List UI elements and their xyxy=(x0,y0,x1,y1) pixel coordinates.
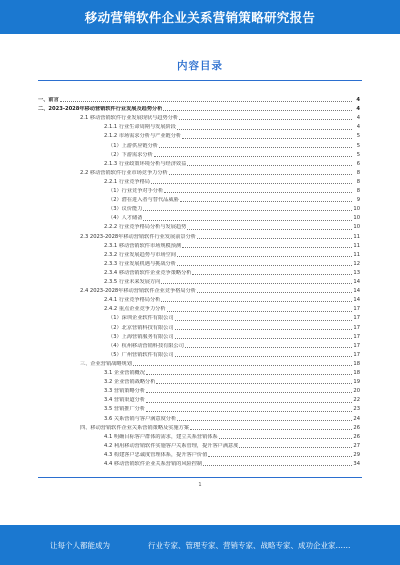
toc-entry-label: 2.1 移动营销软件行业发展现状与趋势分析 xyxy=(80,115,179,122)
toc-entry-page: 10 xyxy=(353,224,360,231)
toc-entry-page: 22 xyxy=(353,397,360,404)
toc-entry-label: 2.4.2 重点企业竞争力分析 xyxy=(104,306,166,313)
toc-entry-label: 三、企业营销战略规划 xyxy=(80,360,132,367)
toc-entry[interactable] xyxy=(108,315,360,322)
toc-entry-label: （3）上海营销服务有限公司 xyxy=(108,333,174,340)
toc-leader-dots xyxy=(185,347,352,348)
toc-entry-page: 14 xyxy=(353,279,360,285)
toc-leader-dots xyxy=(197,292,352,293)
toc-entry-label: 四、移动营销软件企业关系营销策略及实施方案 xyxy=(80,424,189,431)
toc-entry-page: 29 xyxy=(353,451,360,458)
toc-entry-label: 二、2023-2028年移动营销软件行业发展及趋势分析 xyxy=(38,106,163,113)
toc-leader-dots xyxy=(197,238,352,239)
toc-entry[interactable] xyxy=(104,252,360,259)
toc-entry-page: 4 xyxy=(356,106,360,113)
toc-entry-label: （2）潜在进入者与替代品威胁 xyxy=(108,197,179,204)
toc-leader-dots xyxy=(182,138,352,139)
toc-leader-dots xyxy=(187,229,352,230)
toc-entry[interactable] xyxy=(108,325,360,332)
toc-entry-page: 10 xyxy=(353,215,360,222)
toc-leader-dots xyxy=(177,129,352,130)
toc-entry-label: 2.2.1 行业竞争格局 xyxy=(104,178,150,185)
toc-entry-label: 2.1.3 行业政策环境分析与经济效益 xyxy=(104,160,187,167)
toc-bottom-rule xyxy=(38,477,362,478)
toc-entry-label: 一、前言 xyxy=(38,97,59,103)
toc-entry[interactable] xyxy=(80,170,360,177)
toc-entry-page: 8 xyxy=(356,188,360,194)
toc-entry-label: 3.3 营销策略分析 xyxy=(104,388,146,395)
toc-leader-dots xyxy=(175,338,352,339)
toc-entry-label: （5）广州营销软件有限公司 xyxy=(108,351,174,358)
toc-entry-label: 2.4.1 行业竞争格局分析 xyxy=(104,297,161,304)
toc-entry-page: 11 xyxy=(353,251,360,258)
toc-entry[interactable] xyxy=(104,452,360,459)
toc-leader-dots xyxy=(143,220,352,221)
footer-slogan-left: 让每个人都能成为 xyxy=(50,541,110,550)
toc-entry-page: 4 xyxy=(356,97,360,103)
toc-leader-dots xyxy=(151,183,352,184)
toc-leader-dots xyxy=(180,201,352,202)
toc-entry[interactable] xyxy=(80,361,360,368)
toc-entry[interactable] xyxy=(108,352,360,359)
toc-leader-dots xyxy=(192,274,352,275)
toc-entry-label: 2.3.4 移动营销软件企业竞争策略分析 xyxy=(104,269,192,276)
toc-entry[interactable] xyxy=(80,234,360,241)
toc-entry-page: 20 xyxy=(353,388,360,395)
toc-entry-label: 2.2.2 行业竞争格局分析与发展趋势 xyxy=(104,224,187,231)
toc-entry-page: 17 xyxy=(353,324,360,331)
toc-entry-label: 3.4 营销渠道分析 xyxy=(104,397,146,404)
toc-leader-dots xyxy=(146,374,352,375)
toc-entry-page: 11 xyxy=(353,233,360,240)
toc-entry-page: 4 xyxy=(356,115,360,122)
toc-entry-page: 17 xyxy=(353,315,360,322)
toc-entry[interactable] xyxy=(108,215,360,222)
toc-entry-label: （3）议价能力 xyxy=(108,206,143,213)
toc-leader-dots xyxy=(156,383,352,384)
toc-leader-dots xyxy=(163,110,352,111)
toc-leader-dots xyxy=(177,420,352,421)
toc-entry-page: 26 xyxy=(353,433,360,440)
toc-entry-label: 3.2 企业营销战略分析 xyxy=(104,379,156,386)
toc-entry[interactable] xyxy=(108,334,360,341)
toc-leader-dots xyxy=(161,301,352,302)
toc-leader-dots xyxy=(208,456,352,457)
toc-entry-label: （2）下游需求分析 xyxy=(108,151,153,158)
toc-leader-dots xyxy=(175,329,352,330)
toc-leader-dots xyxy=(175,356,352,357)
toc-leader-dots xyxy=(159,147,352,148)
toc-entry-label: 2.3.5 行业未来发展方向 xyxy=(104,279,161,285)
toc-leader-dots xyxy=(239,447,352,448)
toc-entry[interactable] xyxy=(104,461,360,468)
toc-entry-page: 8 xyxy=(356,169,360,176)
toc-leader-dots xyxy=(164,192,352,193)
toc-entry[interactable] xyxy=(104,261,360,268)
footer-band xyxy=(0,525,400,565)
toc-entry-page: 5 xyxy=(356,142,360,149)
toc-entry-page: 8 xyxy=(356,178,360,185)
toc-entry-label: （1）行业竞争对手分析 xyxy=(108,188,164,194)
toc-entry-page: 23 xyxy=(353,406,360,413)
toc-leader-dots xyxy=(133,365,352,366)
toc-entry-label: 2.3 2023-2028年移动营销软件行业发展前景分析 xyxy=(80,233,196,240)
toc-entry[interactable] xyxy=(80,288,360,295)
toc-entry-page: 17 xyxy=(353,351,360,358)
toc-entry[interactable] xyxy=(104,279,360,286)
toc-entry-page: 12 xyxy=(353,260,360,267)
toc-entry-page: 4 xyxy=(356,124,360,131)
toc-entry-label: （4）杭州移动营销科技有限公司 xyxy=(108,342,184,349)
toc-entry[interactable] xyxy=(80,115,360,122)
toc-leader-dots xyxy=(177,256,352,257)
toc-entry[interactable] xyxy=(80,425,360,432)
toc-entry[interactable] xyxy=(104,406,360,413)
toc-entry-page: 18 xyxy=(353,360,360,367)
toc-entry-label: 3.5 营销推广分析 xyxy=(104,406,146,413)
toc-entry-label: 4.4 移动营销软件企业关系营销的风险控制 xyxy=(104,461,203,467)
toc-entry[interactable] xyxy=(104,370,360,377)
toc-entry[interactable] xyxy=(104,388,360,395)
toc-entry-page: 6 xyxy=(356,160,360,167)
toc-entry[interactable] xyxy=(108,152,360,159)
toc-entry-label: 2.2 移动营销软件行业市场竞争力分析 xyxy=(80,169,168,176)
toc-entry[interactable] xyxy=(104,243,360,250)
toc-leader-dots xyxy=(169,174,352,175)
toc-entry-page: 17 xyxy=(353,306,360,313)
toc-leader-dots xyxy=(161,283,352,284)
toc-leader-dots xyxy=(219,438,352,439)
toc-entry[interactable] xyxy=(104,270,360,277)
toc-entry-label: （1）深圳企业软件有限公司 xyxy=(108,315,174,322)
toc-entry-page: 18 xyxy=(353,370,360,376)
toc-leader-dots xyxy=(179,119,352,120)
toc-top-rule xyxy=(38,80,362,81)
toc-entry[interactable] xyxy=(104,179,360,186)
toc-entry-label: 4.3 构建客户忠诚度管理体系，提升客户价值 xyxy=(104,451,208,458)
toc-entry-page: 5 xyxy=(356,151,360,158)
toc-entry-page: 34 xyxy=(353,461,360,467)
toc-leader-dots xyxy=(154,156,352,157)
report-title: 移动营销软件企业关系营销策略研究报告 xyxy=(84,10,316,25)
toc-entry[interactable] xyxy=(104,379,360,386)
toc-leader-dots xyxy=(146,392,352,393)
report-header-band xyxy=(0,0,400,34)
toc-leader-dots xyxy=(60,101,352,102)
toc-entry-label: 3.6 关系营销与客户满意度分析 xyxy=(104,415,177,422)
toc-leader-dots xyxy=(143,210,352,211)
toc-heading: 内容目录 xyxy=(177,60,223,72)
toc-entry[interactable] xyxy=(108,197,360,204)
toc-entry[interactable] xyxy=(104,133,360,140)
toc-entry[interactable] xyxy=(38,97,360,104)
toc-entry[interactable] xyxy=(104,124,360,131)
toc-entry-page: 26 xyxy=(353,424,360,431)
toc-entry[interactable] xyxy=(108,143,360,150)
toc-leader-dots xyxy=(167,311,352,312)
toc-entry[interactable] xyxy=(104,224,360,231)
toc-entry-page: 27 xyxy=(353,442,360,449)
toc-entry-label: 2.3.2 行业发展趋势与市场空间 xyxy=(104,251,176,258)
toc-entry-page: 17 xyxy=(353,342,360,349)
toc-leader-dots xyxy=(203,465,352,466)
toc-entry[interactable] xyxy=(108,343,360,350)
toc-entry[interactable] xyxy=(104,434,360,441)
toc-entry-page: 13 xyxy=(353,269,360,276)
toc-entry-page: 11 xyxy=(353,242,360,249)
toc-entry-label: 2.1.1 行业生命周期与发展阶段 xyxy=(104,124,176,131)
toc-leader-dots xyxy=(146,402,352,403)
toc-entry-label: （4）人才储备 xyxy=(108,215,143,222)
toc-entry-page: 5 xyxy=(356,133,360,140)
toc-entry-label: 2.3.3 行业发展机遇与挑战分析 xyxy=(104,260,176,267)
toc-entry[interactable] xyxy=(104,297,360,304)
toc-leader-dots xyxy=(146,411,352,412)
toc-leader-dots xyxy=(175,320,352,321)
toc-entry-label: 4.1 明确目标客户群体的需求，建立关系营销体系 xyxy=(104,433,218,440)
toc-entry[interactable] xyxy=(108,206,360,213)
toc-entry-label: （2）北京营销科技有限公司 xyxy=(108,324,174,331)
toc-entry[interactable] xyxy=(104,416,360,423)
toc-leader-dots xyxy=(177,265,352,266)
toc-entry[interactable] xyxy=(104,443,360,450)
toc-entry-page: 14 xyxy=(353,288,360,295)
toc-entry-page: 19 xyxy=(353,379,360,386)
toc-leader-dots xyxy=(190,429,352,430)
toc-entry-page: 9 xyxy=(356,197,360,204)
toc-leader-dots xyxy=(182,247,352,248)
toc-entry-label: 2.4 2023-2028年移动营销软件企业竞争格局分析 xyxy=(80,288,196,295)
toc-entry-page: 24 xyxy=(353,415,360,422)
toc-entry[interactable] xyxy=(104,306,360,313)
toc-entry[interactable] xyxy=(38,106,360,113)
toc-entry-label: 3.1 企业营销概况 xyxy=(104,370,146,376)
toc-entry-page: 14 xyxy=(353,297,360,304)
toc-entry[interactable] xyxy=(108,188,360,195)
toc-entry-label: 2.1.2 市场需求分析与产业链分析 xyxy=(104,133,182,140)
toc-entry[interactable] xyxy=(104,397,360,404)
toc-entry-page: 10 xyxy=(353,206,360,213)
toc-entry-label: （1）上游供应链分析 xyxy=(108,142,158,149)
toc-entry-page: 17 xyxy=(353,333,360,340)
page-number: 1 xyxy=(198,482,202,488)
toc-entry-label: 4.2 利用移动营销软件实施客户关系管理，提升客户满意度 xyxy=(104,442,239,449)
footer-slogan-right: 行业专家、管理专家、营销专家、战略专家、成功企业家…… xyxy=(148,541,351,550)
toc-entry-label: 2.3.1 移动营销软件市场规模预测 xyxy=(104,242,182,249)
toc-leader-dots xyxy=(187,165,352,166)
toc-entry[interactable] xyxy=(104,161,360,168)
